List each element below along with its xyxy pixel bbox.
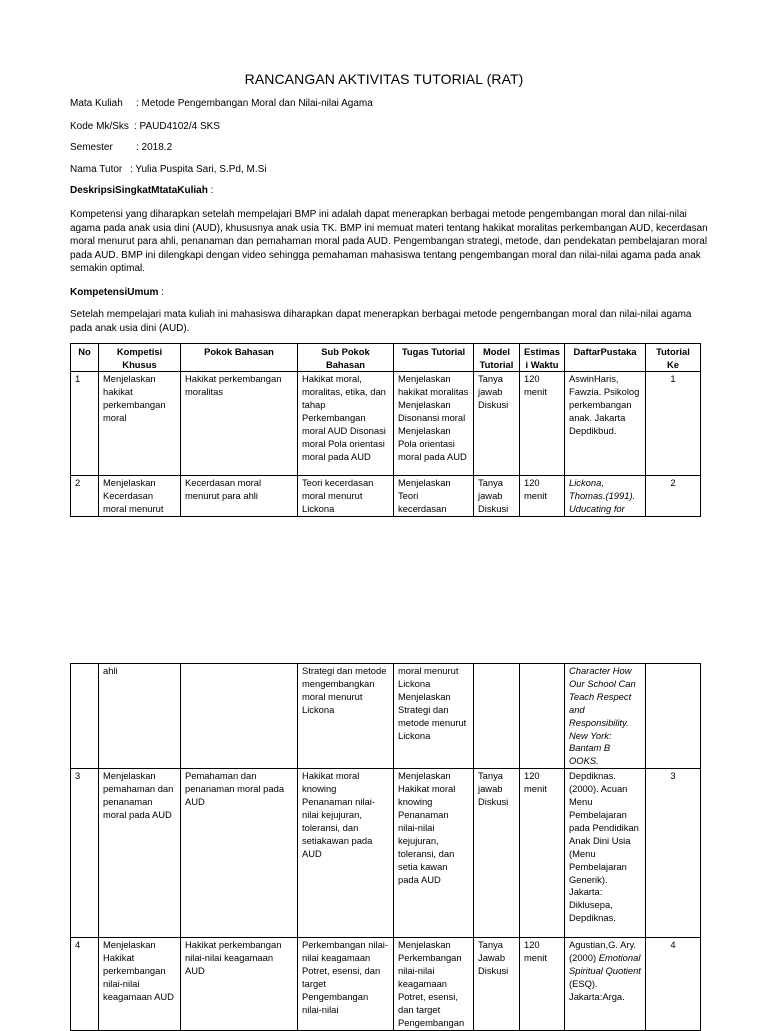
cell-tutorial-ke: 1 [646,372,701,476]
cell-sub: Perkembangan nilai-nilai keagamaan Potret, esensi, dan target Pengembangan nilai-nilai [298,938,394,1030]
cell-kompetensi: Menjelaskan Kecerdasan moral menurut [99,476,181,517]
meta-label: Mata Kuliah [70,98,123,109]
pustaka-title: Emotional Spiritual Quotient [569,952,641,977]
meta-label: Nama Tutor [70,164,123,175]
deskripsi-heading-text: DeskripsiSingkatMtataKuliah [70,185,208,196]
col-header-no: No [71,344,99,372]
cell-waktu: 120 menit [520,476,565,517]
cell-sub: Hakikat moral knowing Penanaman nilai-nilai kejujuran, toleransi, dan setiakawan pada AUD [298,769,394,938]
meta-value: : Metode Pengembangan Moral dan Nilai-nilai Agama [136,98,373,109]
cell-sub: Hakikat moral, moralitas, etika, dan tahap Perkembangan moral AUD Disonasi moral Pola orientasi moral pada AUD [298,372,394,476]
cell-pokok: Hakikat perkembangan moralitas [181,372,298,476]
table-row [71,664,701,769]
col-header-tutorial-ke: Tutorial Ke [646,344,701,372]
table-header-row [71,344,701,372]
cell-no: 1 [71,372,99,476]
cell-waktu [520,664,565,769]
pustaka-publisher: (ESQ). Jakarta:Arga. [569,977,625,1002]
cell-waktu: 120 menit [520,769,565,938]
cell-pokok: Pemahaman dan penanaman moral pada AUD [181,769,298,938]
cell-model: Tanya jawab Diskusi [474,372,520,476]
col-header-estimasi: Estimasi Waktu [520,344,565,372]
cell-pokok: Kecerdasan moral menurut para ahli [181,476,298,517]
cell-tugas: Menjelaskan Teori kecerdasan [394,476,474,517]
col-header-kompetisi: Kompetisi Khusus [99,344,181,372]
cell-kompetensi: Menjelaskan Hakikat perkembangan nilai-nilai keagamaan AUD [99,938,181,1030]
cell-sub: Strategi dan metode mengembangkan moral menurut Lickona [298,664,394,769]
cell-model [474,664,520,769]
meta-kode-mk [70,121,220,133]
cell-tutorial-ke [646,664,701,769]
table-row [71,476,701,517]
heading-colon: : [210,185,214,196]
table-row [71,372,701,476]
document-title: RANCANGAN AKTIVITAS TUTORIAL (RAT) [244,71,524,87]
kompetensi-paragraph: Setelah mempelajari mata kuliah ini mahasiswa diharapkan dapat menerapkan berbagai metode pengembangan moral dan nilai-nilai agama pada anak usia dini (AUD). [70,309,692,334]
cell-tutorial-ke: 3 [646,769,701,938]
kompetensi-heading [70,287,164,298]
cell-no: 3 [71,769,99,938]
cell-model: Tanya jawab Diskusi [474,769,520,938]
cell-model: Tanya Jawab Diskusi [474,938,520,1030]
cell-kompetensi: Menjelaskan hakikat perkembangan moral [99,372,181,476]
rat-table-page-1 [70,343,701,517]
cell-pokok: Hakikat perkembangan nilai-nilai keagamaan AUD [181,938,298,1030]
cell-tutorial-ke: 4 [646,938,701,1030]
cell-pustaka: AswinHaris, Fawzia. Psikolog perkembangan anak. Jakarta Depdikbud. [565,372,646,476]
deskripsi-paragraph: Kompetensi yang diharapkan setelah mempelajari BMP ini adalah dapat menerapkan berbagai metode pengembangan moral dan nilai-nilai agama pada anak usia dini (AUD), khususnya anak usia TK. BMP ini memuat materi tentang hakikat moralitas perkembangan AUD, kecerdasan moral menurut para ahli, penanaman dan pemahaman moral pada AUD. Pengembangan strategi, metode, dan pendekatan pembelajaran moral pada AUD. BMP ini dilengkapi dengan video sehingga pemahaman mahasiswa tentang pengembangan moral dan nilai-nilai agama pada anak semakin optimal. [70,209,708,275]
meta-mata-kuliah [70,98,373,110]
col-header-model: Model Tutorial [474,344,520,372]
col-header-sub-pokok: Sub Pokok Bahasan [298,344,394,372]
meta-label: Semester [70,142,113,153]
table-row [71,938,701,1030]
cell-no: 4 [71,938,99,1030]
deskripsi-heading [70,185,213,196]
meta-value: : PAUD4102/4 SKS [134,121,220,132]
cell-pustaka: Lickona, Thomas.(1991). Uducating for [565,476,646,517]
kompetensi-heading-text: KompetensiUmum [70,287,159,298]
cell-no [71,664,99,769]
cell-kompetensi: Menjelaskan pemahaman dan penanaman moral pada AUD [99,769,181,938]
cell-no: 2 [71,476,99,517]
heading-colon: : [161,287,164,298]
cell-waktu: 120 menit [520,372,565,476]
cell-tugas: Menjelaskan Hakikat moral knowing Penanaman nilai-nilai kejujuran, toleransi, dan setia kawan pada AUD [394,769,474,938]
cell-tutorial-ke: 2 [646,476,701,517]
meta-nama-tutor [70,164,267,176]
pustaka-author: Agustian,G. Ary. (2000) [569,939,637,964]
table-row [71,769,701,938]
meta-value: : Yulia Puspita Sari, S.Pd, M.Si [130,164,267,175]
cell-tugas: moral menurut Lickona Menjelaskan Strategi dan metode menurut Lickona [394,664,474,769]
meta-label: Kode Mk/Sks [70,121,129,132]
col-header-pokok: Pokok Bahasan [181,344,298,372]
cell-pustaka [565,938,646,1030]
cell-pustaka: Depdiknas. (2000). Acuan Menu Pembelajaran pada Pendidikan Anak Dini Usia (Menu Pembelajaran Generik). Jakarta: Diklusepa, Depdiknas. [565,769,646,938]
cell-waktu: 120 menit [520,938,565,1030]
meta-semester [70,142,172,154]
cell-pustaka: Character How Our School Can Teach Respect and Responsibility. New York: Bantam B OOKS. [565,664,646,769]
col-header-pustaka: DaftarPustaka [565,344,646,372]
cell-tugas: Menjelaskan Perkembangan nilai-nilai keagamaan Potret, esensi, dan target Pengembangan [394,938,474,1030]
cell-tugas: Menjelaskan hakikat moralitas Menjelaskan Disonansi moral Menjelaskan Pola orientasi moral pada AUD [394,372,474,476]
cell-sub: Teori kecerdasan moral menurut Lickona [298,476,394,517]
cell-model: Tanya jawab Diskusi [474,476,520,517]
cell-kompetensi: ahli [99,664,181,769]
cell-pokok [181,664,298,769]
col-header-tugas: Tugas Tutorial [394,344,474,372]
rat-table-page-2 [70,663,701,1031]
meta-value: : 2018.2 [136,142,173,153]
